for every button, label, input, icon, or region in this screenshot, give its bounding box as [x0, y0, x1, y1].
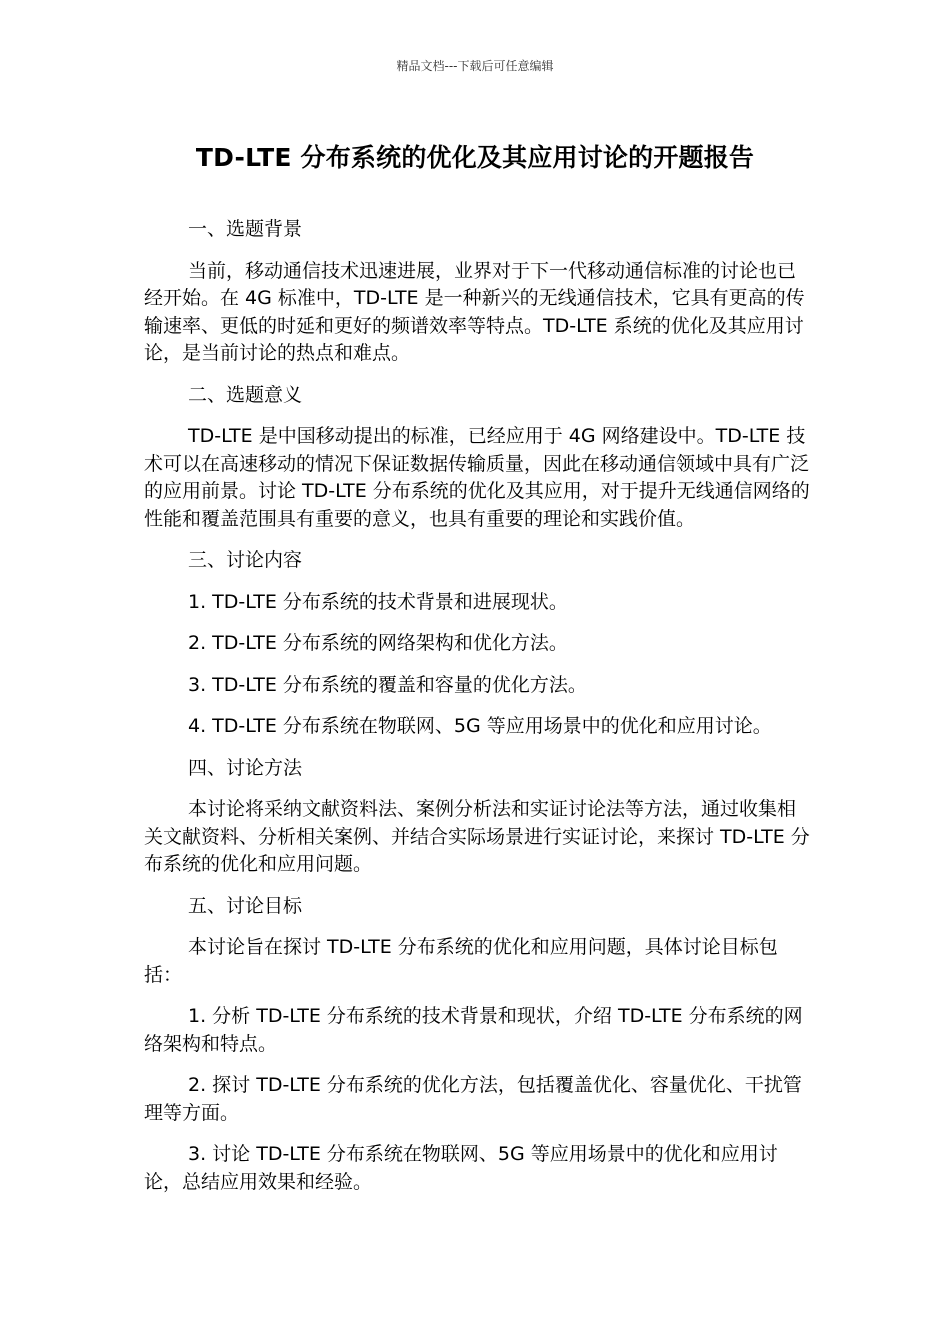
- section-heading-method: 四、讨论方法: [188, 756, 303, 779]
- list-item-goal-1: 1. 分析 TD-LTE 分布系统的技术背景和现状，介绍 TD-LTE 分布系统的网络架构和特点。: [144, 1005, 803, 1055]
- section-heading-significance: 二、选题意义: [188, 383, 303, 406]
- list-item-content-4: 4. TD-LTE 分布系统在物联网、5G 等应用场景中的优化和应用讨论。: [188, 715, 772, 737]
- document-body: [144, 216, 810, 1210]
- page-header-watermark: 精品文档---下载后可任意编辑: [396, 59, 554, 73]
- paragraph-significance: TD-LTE 是中国移动提出的标准，已经应用于 4G 网络建设中。TD-LTE 技术可以在高速移动的情况下保证数据传输质量，因此在移动通信领域中具有广泛的应用前景。讨论 TD-LTE 分布系统的优化及其应用，对于提升无线通信网络的性能和覆盖范围具有重要的意义，也具有重要的理论和实践价值。: [144, 425, 810, 530]
- paragraph-method: 本讨论将采纳文献资料法、案例分析法和实证讨论法等方法，通过收集相关文献资料、分析相关案例、并结合实际场景进行实证讨论，来探讨 TD-LTE 分布系统的优化和应用问题。: [144, 798, 810, 875]
- document-title: TD-LTE 分布系统的优化及其应用讨论的开题报告: [195, 143, 755, 172]
- list-item-content-2: 2. TD-LTE 分布系统的网络架构和优化方法。: [188, 632, 568, 654]
- paragraph-background: 当前，移动通信技术迅速进展，业界对于下一代移动通信标准的讨论也已经开始。在 4G 标准中，TD-LTE 是一种新兴的无线通信技术，它具有更高的传输速率、更低的时延和更好的频谱效率等特点。TD-LTE 系统的优化及其应用讨论，是当前讨论的热点和难点。: [144, 259, 805, 364]
- section-heading-background: 一、选题背景: [188, 218, 303, 240]
- list-item-content-3: 3. TD-LTE 分布系统的覆盖和容量的优化方法。: [188, 673, 587, 696]
- list-item-content-1: 1. TD-LTE 分布系统的技术背景和进展现状。: [188, 590, 568, 613]
- section-heading-content: 三、讨论内容: [188, 549, 303, 571]
- list-item-goal-2: 2. 探讨 TD-LTE 分布系统的优化方法，包括覆盖优化、容量优化、干扰管理等方面。: [144, 1074, 802, 1124]
- list-item-goal-3: 3. 讨论 TD-LTE 分布系统在物联网、5G 等应用场景中的优化和应用讨论，总结应用效果和经验。: [144, 1143, 778, 1193]
- section-heading-goals: 五、讨论目标: [188, 894, 303, 917]
- paragraph-goals: 本讨论旨在探讨 TD-LTE 分布系统的优化和应用问题，具体讨论目标包括：: [144, 936, 778, 986]
